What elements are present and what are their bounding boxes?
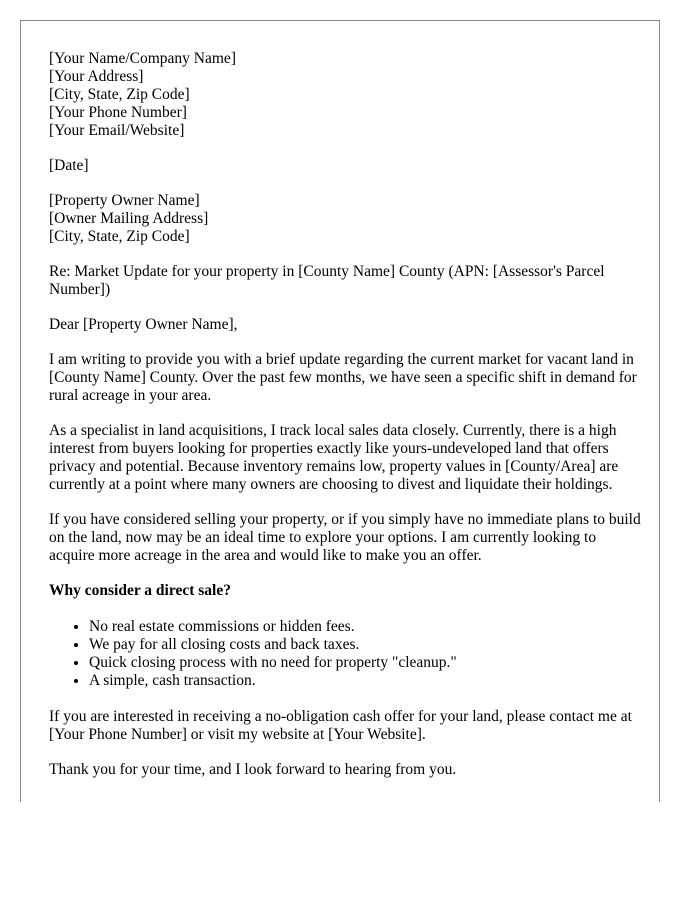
subject-line: Re: Market Update for your property in [County Name] County (APN: [Assessor's Parcel Number]) — [49, 263, 605, 298]
letter-date: [Date] — [49, 157, 89, 174]
letter-body — [49, 50, 641, 796]
recipient-city-state-zip: [City, State, Zip Code] — [49, 228, 190, 245]
sender-address: [Your Address] — [49, 68, 144, 85]
paragraph-closing: Thank you for your time, and I look forward to hearing from you. — [49, 761, 457, 778]
salutation: Dear [Property Owner Name], — [49, 316, 238, 333]
paragraph-market-update: I am writing to provide you with a brief update regarding the current market for vacant land in [County Name] County. Over the past few months, we have seen a specific shift in demand for rural acreage in your area. — [49, 351, 637, 404]
list-item: • A simple, cash transaction. — [89, 672, 641, 690]
benefits-heading: Why consider a direct sale? — [49, 582, 231, 599]
benefits-list — [49, 618, 641, 690]
sender-phone: [Your Phone Number] — [49, 104, 187, 121]
paragraph-offer: If you have considered selling your property, or if you simply have no immediate plans to build on the land, now may be an ideal time to explore your options. I am currently looking to acquire more acreage in the area and would like to make you an offer. — [49, 511, 641, 564]
letter-page — [20, 20, 660, 802]
recipient-block — [49, 192, 641, 246]
date-block — [49, 157, 641, 175]
paragraph-contact: If you are interested in receiving a no-obligation cash offer for your land, please contact me at [Your Phone Number] or visit my website at [Your Website]. — [49, 708, 632, 743]
recipient-name: [Property Owner Name] — [49, 192, 200, 209]
list-item: • We pay for all closing costs and back taxes. — [89, 636, 641, 654]
sender-city-state-zip: [City, State, Zip Code] — [49, 86, 190, 103]
list-item: • No real estate commissions or hidden fees. — [89, 618, 641, 636]
paragraph-specialist: As a specialist in land acquisitions, I track local sales data closely. Currently, there is a high interest from buyers looking for properties exactly like yours-undeveloped land that offers privacy and potential. Because inventory remains low, property values in [County/Area] are currently at a point where many owners are choosing to divest and liquidate their holdings. — [49, 422, 619, 493]
recipient-address: [Owner Mailing Address] — [49, 210, 209, 227]
sender-email-website: [Your Email/Website] — [49, 122, 185, 139]
list-item: • Quick closing process with no need for property "cleanup." — [89, 654, 641, 672]
sender-name: [Your Name/Company Name] — [49, 50, 236, 67]
sender-block — [49, 50, 641, 140]
